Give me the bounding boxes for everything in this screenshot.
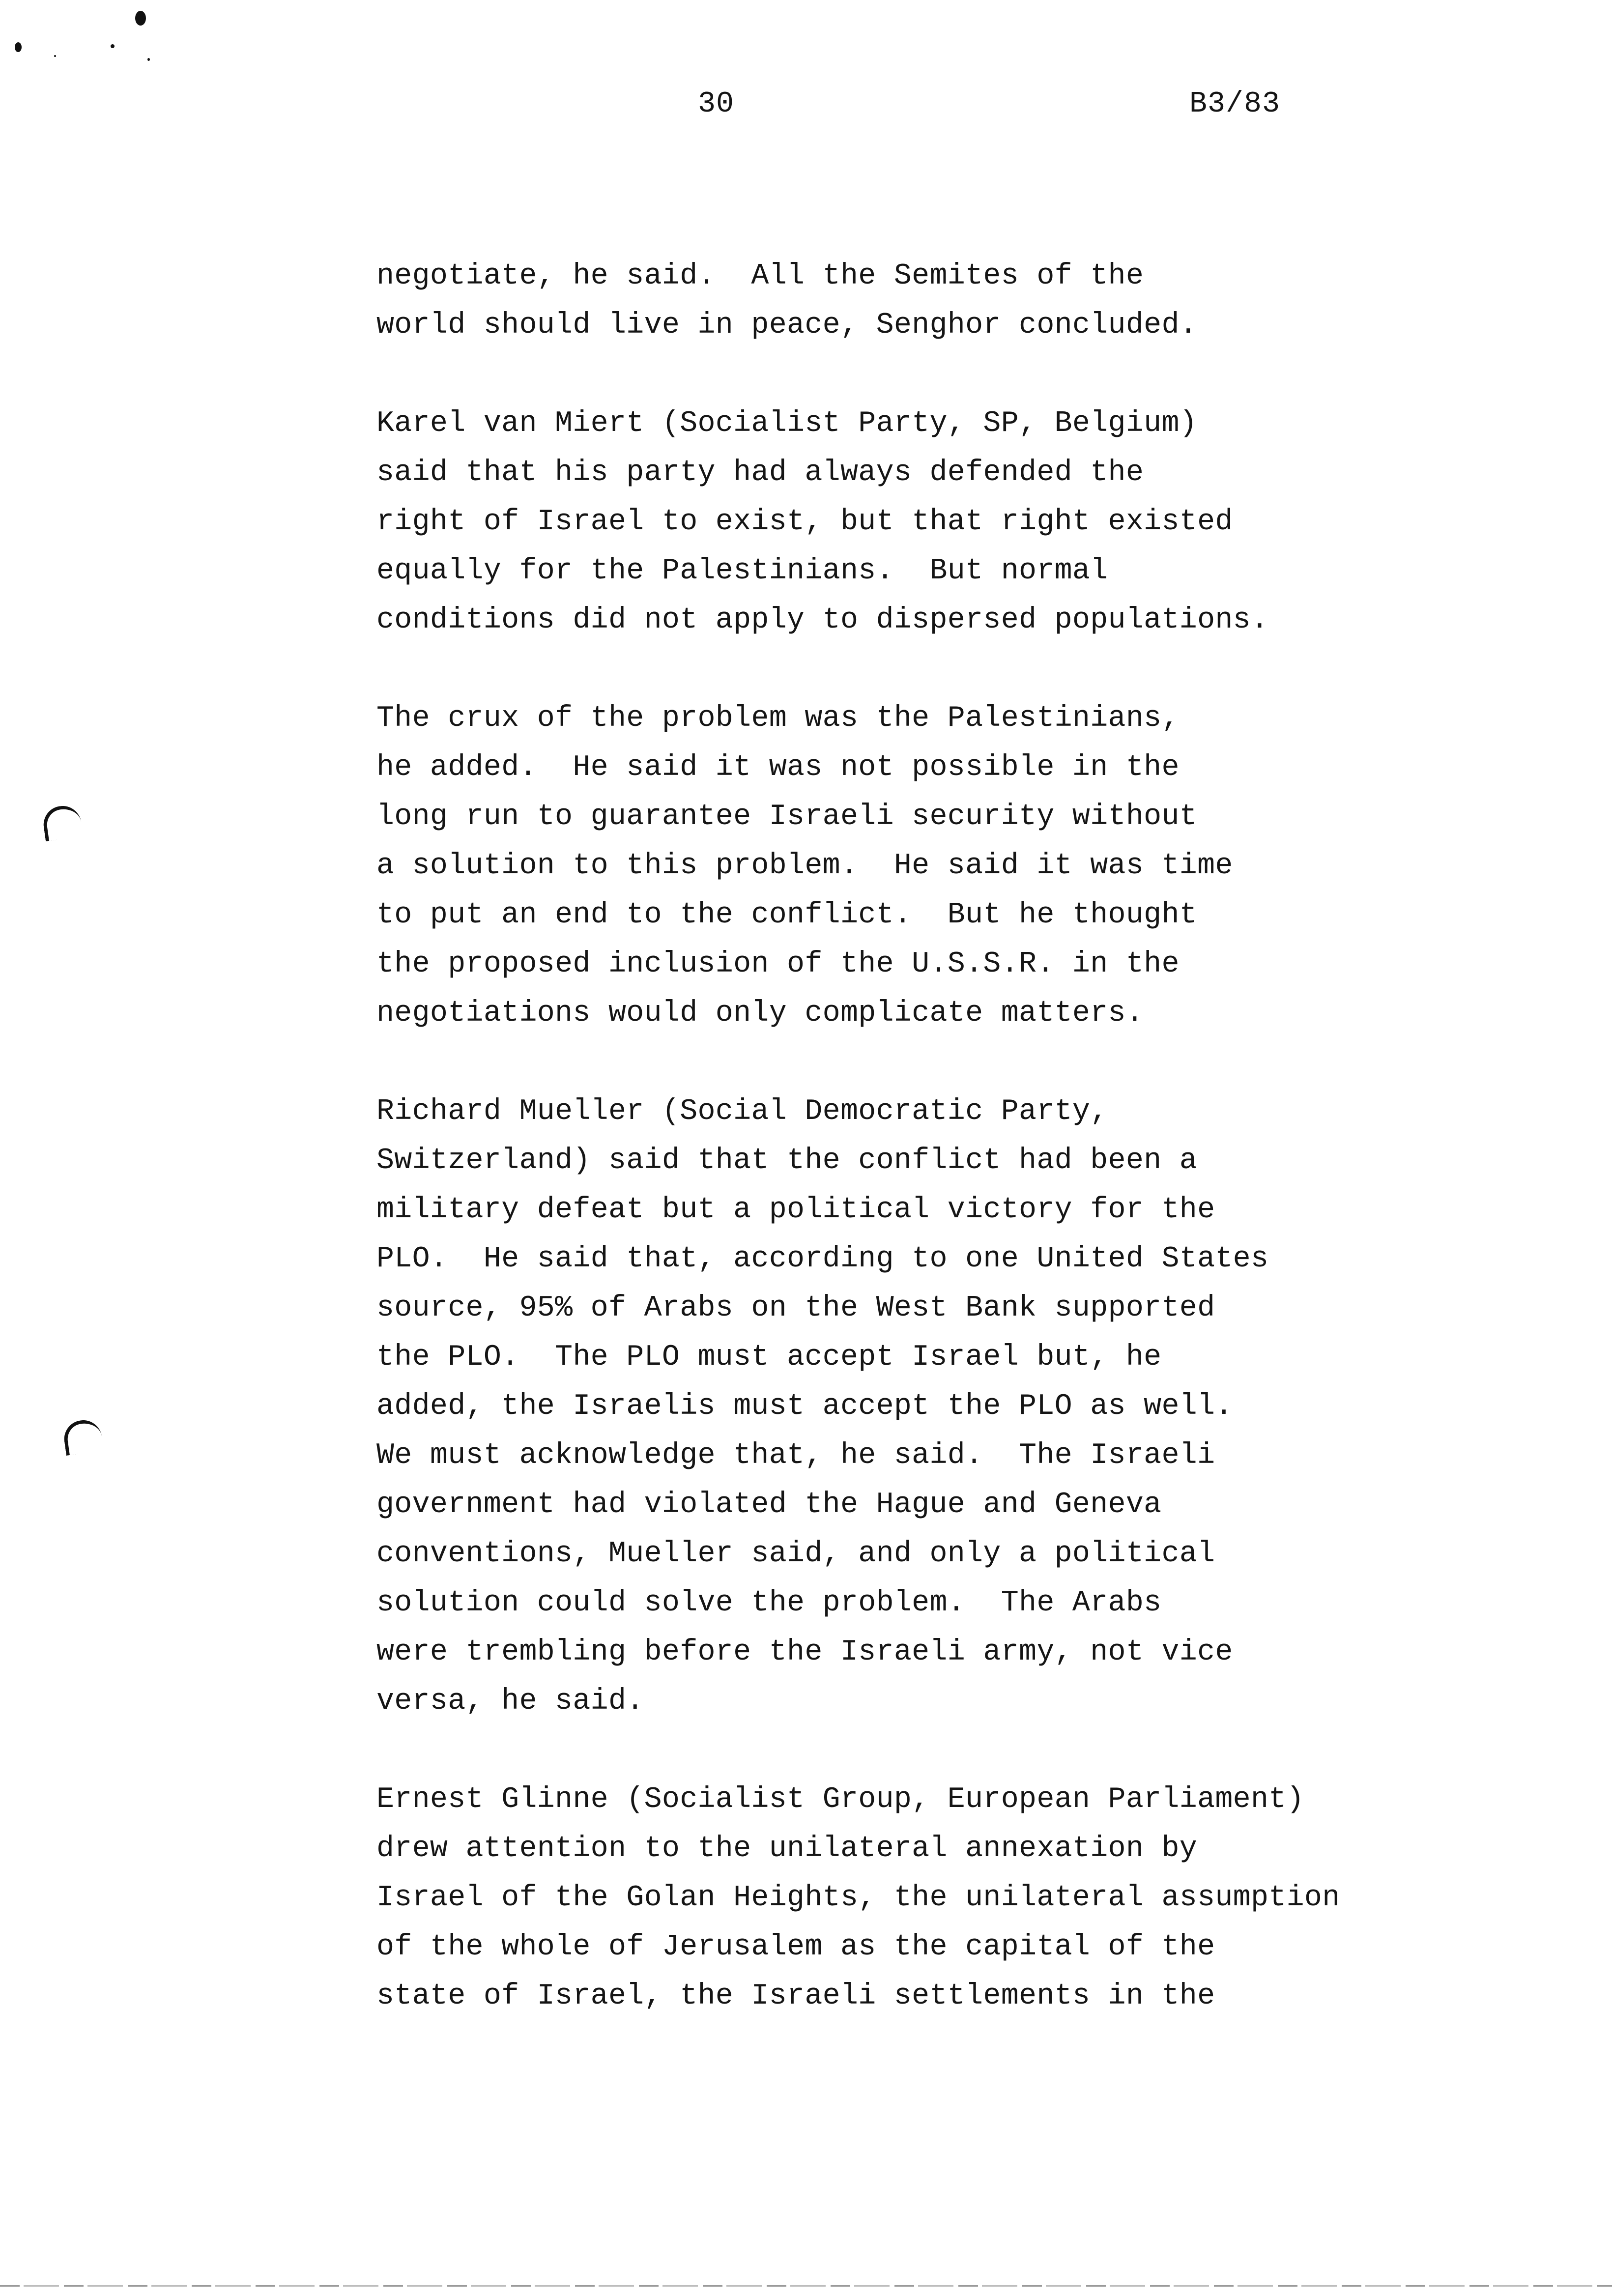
scan-speck [54, 55, 56, 57]
text-line: Richard Mueller (Social Democratic Party, [376, 1095, 1108, 1128]
text-line: Israel of the Golan Heights, the unilateral assumption [376, 1881, 1340, 1915]
page-number: 30 [698, 87, 735, 121]
paragraph [376, 399, 1556, 645]
text-line: government had violated the Hague and Geneva [376, 1488, 1162, 1521]
paragraph [376, 1087, 1556, 1726]
text-line: equally for the Palestinians. But normal [376, 554, 1108, 588]
text-line: a solution to this problem. He said it was time [376, 849, 1233, 883]
scan-speck [135, 11, 146, 26]
document-reference: B3/83 [1189, 87, 1281, 121]
text-line: to put an end to the conflict. But he thought [376, 898, 1198, 932]
scan-edge-line [0, 2285, 1612, 2287]
text-line: negotiate, he said. All the Semites of the [376, 259, 1144, 293]
paragraph [376, 252, 1556, 350]
text-line: military defeat but a political victory for the [376, 1193, 1215, 1227]
text-line: of the whole of Jerusalem as the capital of the [376, 1930, 1215, 1964]
text-line: conditions did not apply to dispersed populations. [376, 603, 1269, 637]
text-line: The crux of the problem was the Palestinians, [376, 702, 1180, 735]
text-line: the proposed inclusion of the U.S.S.R. in the [376, 947, 1180, 981]
text-line: were trembling before the Israeli army, not vice [376, 1636, 1233, 1669]
text-line: PLO. He said that, according to one United States [376, 1242, 1269, 1276]
text-line: conventions, Mueller said, and only a political [376, 1537, 1215, 1571]
text-line: Ernest Glinne (Socialist Group, European Parliament) [376, 1783, 1304, 1816]
text-line: Switzerland) said that the conflict had been a [376, 1144, 1198, 1177]
text-line: the PLO. The PLO must accept Israel but, he [376, 1341, 1162, 1374]
document-body [376, 252, 1556, 2070]
paragraph [376, 694, 1556, 1038]
text-line: right of Israel to exist, but that right existed [376, 505, 1233, 539]
text-line: source, 95% of Arabs on the West Bank supported [376, 1292, 1215, 1325]
punch-hole-mark [62, 1418, 104, 1456]
punch-hole-mark [41, 804, 84, 841]
text-line: drew attention to the unilateral annexation by [376, 1832, 1198, 1866]
paragraph [376, 1775, 1556, 2021]
text-line: We must acknowledge that, he said. The Israeli [376, 1439, 1215, 1472]
text-line: Karel van Miert (Socialist Party, SP, Belgium) [376, 407, 1198, 440]
text-line: world should live in peace, Senghor concluded. [376, 309, 1198, 342]
text-line: state of Israel, the Israeli settlements in the [376, 1980, 1215, 2013]
text-line: versa, he said. [376, 1685, 644, 1718]
text-line: said that his party had always defended the [376, 456, 1144, 489]
scan-speck [147, 58, 150, 61]
text-line: long run to guarantee Israeli security without [376, 800, 1198, 833]
text-line: added, the Israelis must accept the PLO as well. [376, 1390, 1233, 1423]
scan-speck [111, 44, 115, 48]
text-line: negotiations would only complicate matters. [376, 997, 1144, 1030]
text-line: he added. He said it was not possible in the [376, 751, 1180, 784]
text-line: solution could solve the problem. The Arabs [376, 1586, 1162, 1620]
scan-speck [15, 42, 22, 52]
